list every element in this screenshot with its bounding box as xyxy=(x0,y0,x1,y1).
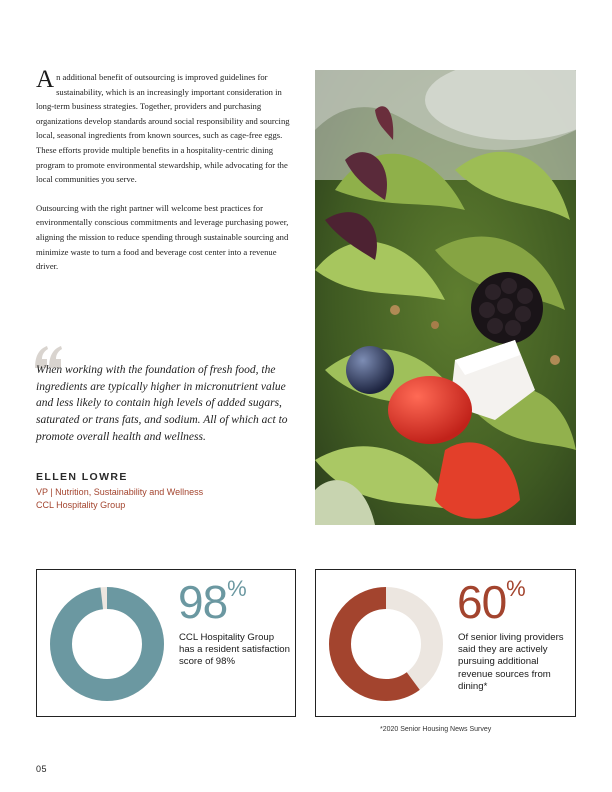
article-paragraph-1 xyxy=(36,66,298,187)
stat-number: 98 xyxy=(178,576,228,628)
stat-value xyxy=(457,574,525,630)
quote-author-org: CCL Hospitality Group xyxy=(36,500,126,510)
pull-quote: When working with the foundation of fresh food, the ingredients are typically higher in micronutrient value and less likely to contain high levels of added sugars, saturated or trans fats, and sodium. All of which act to promote overall health and wellness. xyxy=(36,364,288,443)
article-body xyxy=(36,66,298,288)
stat-description: Of senior living providers said they are actively pursuing additional revenue sources from dining* xyxy=(458,632,564,692)
salad-illustration xyxy=(315,70,576,525)
footnote: *2020 Senior Housing News Survey xyxy=(380,726,492,733)
stat-description: CCL Hospitality Group has a resident satisfaction score of 98% xyxy=(179,632,290,668)
drop-cap: A xyxy=(36,66,55,93)
quote-author-role: VP | Nutrition, Sustainability and Wellness xyxy=(36,487,204,497)
quote-author-name: ELLEN LOWRE xyxy=(36,471,128,483)
donut-arc xyxy=(61,598,153,690)
stat-card-revenue xyxy=(315,569,576,717)
stat-unit: % xyxy=(227,576,246,601)
donut-chart-satisfaction xyxy=(49,586,165,702)
article-paragraph-2: Outsourcing with the right partner will welcome best practices for environmentally conscious commitments and leverage purchasing power, aligning the mission to reduce spending through sustainable sourcing and minimize waste to turn a food and beverage cost center into a revenue driver. xyxy=(36,202,289,272)
donut-chart-revenue xyxy=(328,586,444,702)
stat-value xyxy=(178,574,246,630)
stat-number: 60 xyxy=(457,576,507,628)
paragraph-1-text: n additional benefit of outsourcing is improved guidelines for sustainability, which is an increasingly important consideration in long-term business strategies. Together, providers and purchasing organizations develop standards around social responsibility and sourcing local, seasonal ingredients from known sources, such as cage-free eggs. These efforts provide multiple benefits in a hospitality-centric dining program to promote environmental stewardship, while advocating for the local communities you serve. xyxy=(36,72,290,185)
salad-photo xyxy=(315,70,576,525)
stat-unit: % xyxy=(506,576,525,601)
page-number: 05 xyxy=(36,764,48,774)
stat-card-satisfaction xyxy=(36,569,296,717)
